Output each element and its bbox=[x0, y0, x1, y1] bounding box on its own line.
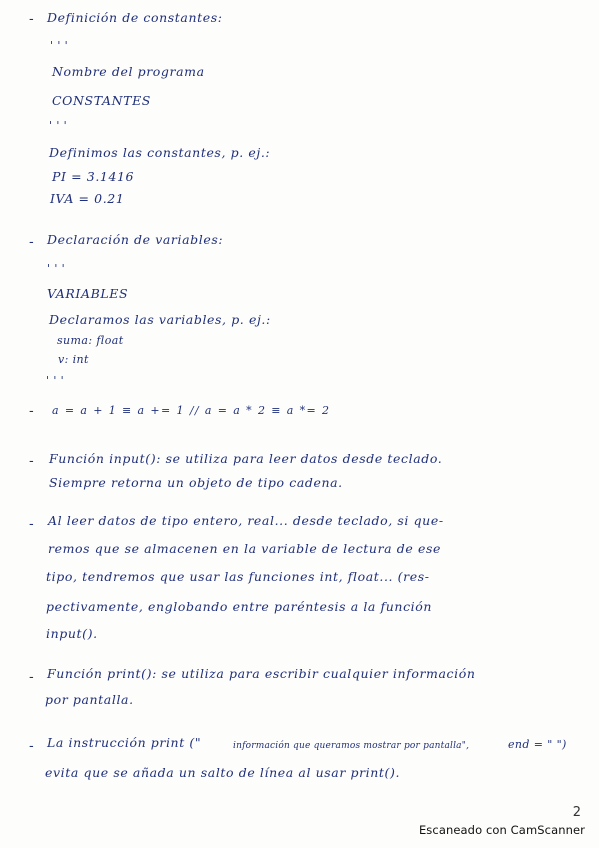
page-number: 2 bbox=[572, 805, 581, 820]
print-function-line-1: Función print(): se utiliza para escribir cualquier información bbox=[47, 666, 476, 681]
print-end-line-1c: end = " ") bbox=[508, 738, 567, 751]
bullet: - bbox=[29, 12, 34, 27]
section-heading-constants: Definición de constantes: bbox=[47, 10, 223, 25]
print-end-line-1a: La instrucción print (" bbox=[47, 735, 202, 750]
print-end-line-2: evita que se añada un salto de línea al usar print(). bbox=[45, 765, 401, 780]
section-heading-variables: Declaración de variables: bbox=[47, 232, 224, 247]
program-name-line: Nombre del programa bbox=[52, 64, 205, 79]
docstring-open-quotes: ' ' ' bbox=[47, 262, 66, 275]
pi-constant: PI = 3.1416 bbox=[52, 169, 135, 184]
input-function-line-2: Siempre retorna un objeto de tipo cadena. bbox=[49, 475, 343, 490]
bullet: - bbox=[29, 454, 34, 469]
conversion-line-2: remos que se almacenen en la variable de lectura de ese bbox=[48, 541, 441, 556]
bullet: - bbox=[29, 404, 34, 419]
v-variable: v: int bbox=[58, 353, 89, 366]
docstring-open-quotes: ' ' ' bbox=[50, 39, 69, 52]
bullet: - bbox=[29, 235, 34, 250]
constants-title: CONSTANTES bbox=[52, 93, 151, 108]
bullet: - bbox=[29, 670, 34, 685]
input-function-line-1: Función input(): se utiliza para leer datos desde teclado. bbox=[49, 451, 443, 466]
conversion-line-5: input(). bbox=[46, 626, 98, 641]
camscanner-watermark: Escaneado con CamScanner bbox=[418, 823, 585, 837]
print-function-line-2: por pantalla. bbox=[45, 692, 134, 707]
print-end-line-1b: información que queramos mostrar por pantalla", bbox=[233, 741, 470, 751]
declare-variables-line: Declaramos las variables, p. ej.: bbox=[49, 312, 271, 327]
bullet: - bbox=[29, 517, 34, 532]
iva-constant: IVA = 0.21 bbox=[50, 191, 125, 206]
assignment-operators-line: a = a + 1 ≡ a += 1 // a = a * 2 ≡ a *= 2 bbox=[52, 404, 331, 417]
conversion-line-3: tipo, tendremos que usar las funciones int, float... (res- bbox=[46, 569, 430, 584]
bullet: - bbox=[29, 739, 34, 754]
docstring-close-quotes: ' ' ' bbox=[46, 374, 65, 387]
docstring-close-quotes: ' ' ' bbox=[49, 119, 68, 132]
conversion-line-4: pectivamente, englobando entre paréntesis a la función bbox=[46, 599, 433, 614]
variables-title: VARIABLES bbox=[47, 286, 129, 301]
conversion-line-1: Al leer datos de tipo entero, real... desde teclado, si que- bbox=[48, 513, 444, 528]
suma-variable: suma: float bbox=[57, 334, 124, 347]
define-constants-line: Definimos las constantes, p. ej.: bbox=[49, 145, 271, 160]
